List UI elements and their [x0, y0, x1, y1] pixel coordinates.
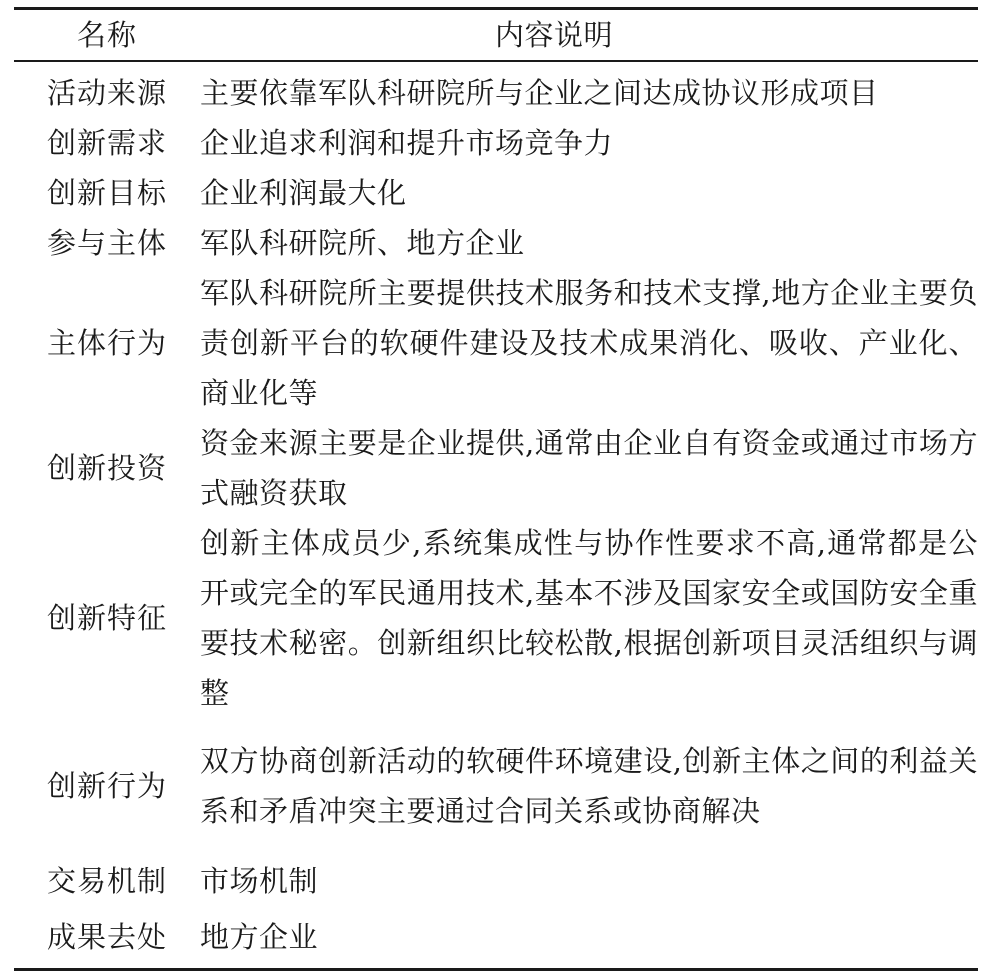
row-name: 主体行为: [46, 325, 167, 360]
row-desc: 市场机制: [200, 863, 319, 898]
row-desc: 主要依靠军队科研院所与企业之间达成协议形成项目: [200, 75, 879, 110]
row-name: 创新特征: [46, 600, 167, 635]
row-desc: 企业追求利润和提升市场竞争力: [200, 125, 614, 160]
table-row: [14, 118, 978, 168]
row-name: 创新需求: [46, 125, 167, 160]
table-body: [14, 62, 978, 968]
row-desc: 资金来源主要是企业提供,通常由企业自有资金或通过市场方式融资获取: [200, 425, 978, 510]
table-row: [14, 518, 978, 718]
row-name: 创新投资: [46, 450, 167, 485]
table-row: [14, 168, 978, 218]
row-name: 活动来源: [46, 75, 167, 110]
row-name: 交易机制: [46, 863, 167, 898]
table-row: [14, 268, 978, 418]
row-desc: 双方协商创新活动的软硬件环境建设,创新主体之间的利益关系和矛盾冲突主要通过合同关系或协商解决: [200, 743, 978, 828]
header-desc: 内容说明: [494, 18, 613, 52]
table-row: [14, 68, 978, 118]
row-name: 成果去处: [46, 919, 167, 954]
table-row: [14, 718, 978, 850]
row-desc: 企业利润最大化: [200, 175, 407, 210]
row-desc: 军队科研院所主要提供技术服务和技术支撑,地方企业主要负责创新平台的软硬件建设及技术成果消化、吸收、产业化、商业化等: [200, 275, 978, 410]
table-row: [14, 218, 978, 268]
bottom-rule: [14, 968, 978, 971]
row-desc: 创新主体成员少,系统集成性与协作性要求不高,通常都是公开或完全的军民通用技术,基本不涉及国家安全或国防安全重要技术秘密。创新组织比较松散,根据创新项目灵活组织与调整: [200, 525, 978, 710]
header-name: 名称: [76, 18, 137, 52]
comparison-table: [14, 7, 978, 971]
row-name: 参与主体: [46, 225, 167, 260]
row-name: 创新目标: [46, 175, 167, 210]
table-row: [14, 850, 978, 910]
row-desc: 地方企业: [200, 919, 319, 954]
row-name: 创新行为: [46, 768, 167, 803]
row-desc: 军队科研院所、地方企业: [200, 225, 525, 260]
table-row: [14, 418, 978, 518]
header-row: [14, 10, 978, 60]
table-row: [14, 910, 978, 962]
